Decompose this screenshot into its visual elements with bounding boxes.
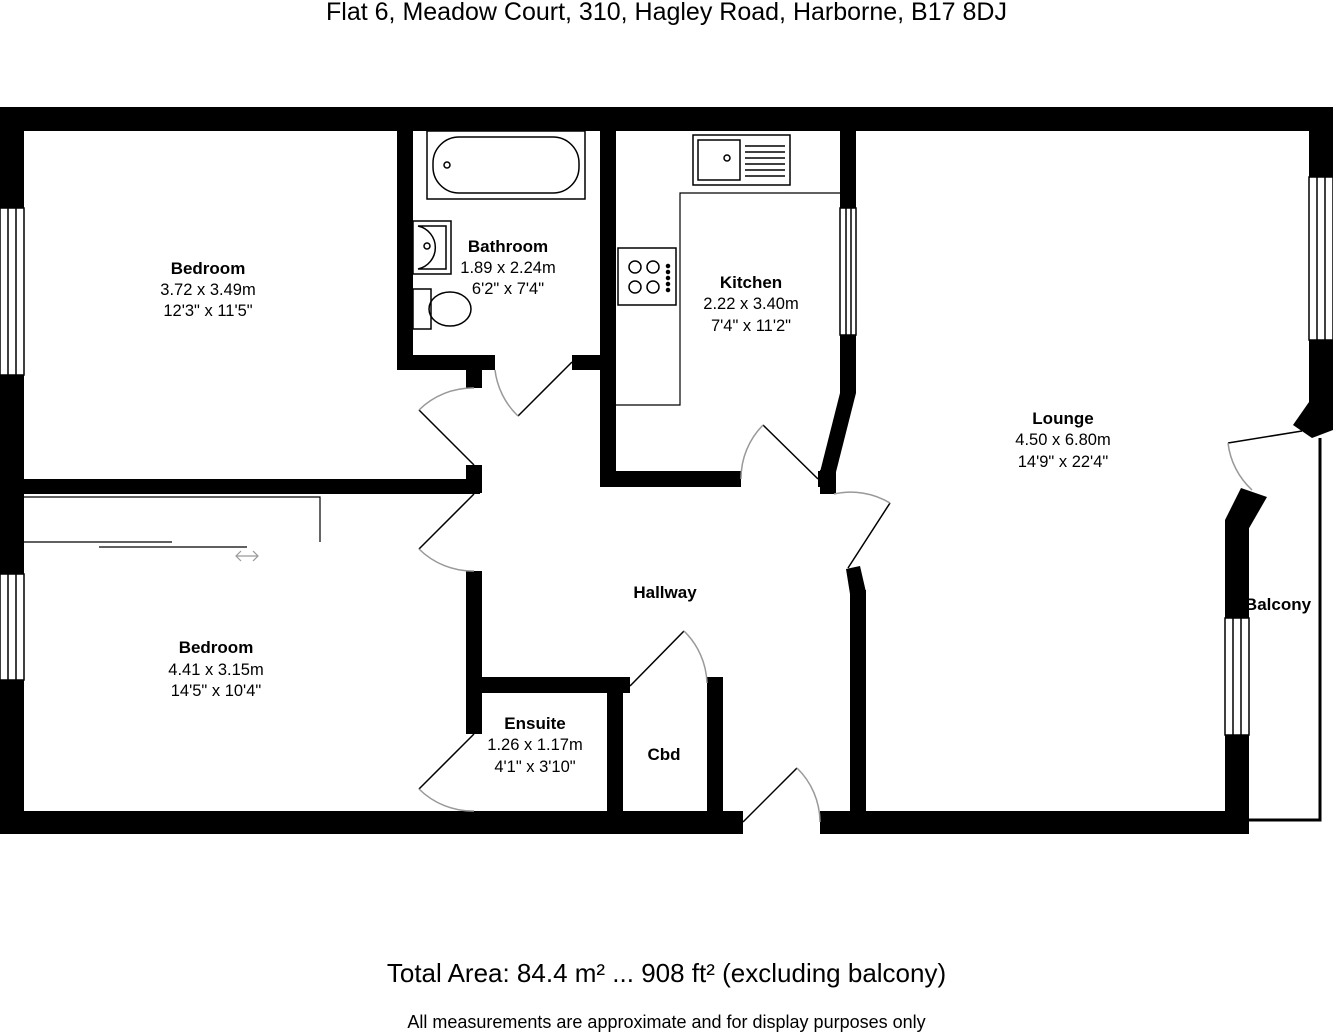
- wall-bedroom2-right: [466, 571, 482, 734]
- svg-text:14'9" x 22'4": 14'9" x 22'4": [1017, 453, 1109, 471]
- svg-text:6'2" x 7'4": 6'2" x 7'4": [471, 280, 545, 298]
- wall-bathroom-kitchen: [600, 131, 616, 487]
- sliding-arrow-icon: [236, 551, 258, 561]
- svg-text:1.89 x 2.24m: 1.89 x 2.24m: [460, 259, 556, 277]
- window-lounge-balcony: [1225, 618, 1249, 735]
- wall-bathroom-bottom-left: [397, 355, 495, 370]
- door-cbd: [630, 631, 707, 686]
- svg-text:14'5" x 10'4": 14'5" x 10'4": [170, 682, 262, 700]
- svg-text:4.41 x 3.15m: 4.41 x 3.15m: [168, 661, 264, 679]
- room-label-bedroom2: [168, 638, 263, 700]
- wall-right-mid: [1309, 340, 1333, 402]
- room-label-balcony: Balcony: [1244, 595, 1312, 614]
- fixtures: [24, 131, 840, 561]
- window-bedroom2: [0, 574, 24, 680]
- wall-bathroom-left: [397, 131, 413, 369]
- room-label-kitchen: [703, 273, 798, 335]
- wall-right-angle: [1293, 402, 1333, 438]
- svg-text:Kitchen: Kitchen: [719, 273, 783, 292]
- svg-text:Ensuite: Ensuite: [504, 714, 566, 733]
- wall-kitchen-lounge-end: [820, 470, 836, 494]
- wall-kitchen-lounge-angled: [820, 393, 856, 472]
- wall-outer-bottom-right: [820, 811, 1248, 834]
- window-bedroom1: [0, 208, 24, 375]
- room-label-bathroom: [460, 237, 555, 298]
- wall-balcony-left-lower: [1225, 735, 1249, 834]
- svg-text:Lounge: Lounge: [1032, 409, 1094, 428]
- walls: [0, 107, 1333, 834]
- wardrobe: [24, 497, 320, 547]
- wall-outer-top: [0, 107, 1333, 131]
- door-ensuite: [419, 734, 474, 811]
- wall-ensuite-right: [607, 677, 623, 811]
- total-area: Total Area: 84.4 m² ... 908 ft² (excluding balcony): [386, 958, 947, 988]
- room-label-lounge: [1015, 409, 1110, 471]
- toilet-icon: [413, 289, 471, 329]
- hob-icon: [618, 248, 676, 305]
- room-label-ensuite: [487, 714, 582, 776]
- svg-text:4.50 x 6.80m: 4.50 x 6.80m: [1015, 431, 1111, 449]
- wall-bedroom1-right-stub: [466, 369, 482, 388]
- svg-text:4'1" x 3'10": 4'1" x 3'10": [494, 758, 576, 776]
- room-label-hallway: Hallway: [633, 583, 697, 602]
- disclaimer: All measurements are approximate and for display purposes only: [407, 1012, 926, 1032]
- wall-ensuite-top: [466, 677, 630, 693]
- kitchen-sink-icon: [693, 135, 790, 185]
- window-lounge-right: [1309, 177, 1333, 340]
- door-balcony: [1228, 431, 1302, 490]
- plan-address-title: Flat 6, Meadow Court, 310, Hagley Road, Harborne, B17 8DJ: [326, 0, 1007, 26]
- room-labels: [160, 237, 1311, 776]
- room-label-cbd: Cbd: [647, 745, 681, 764]
- svg-text:3.72 x 3.49m: 3.72 x 3.49m: [160, 281, 256, 299]
- wall-kitchen-bottom: [600, 471, 741, 487]
- wall-bedrooms-divider: [24, 479, 480, 494]
- svg-text:12'3" x 11'5": 12'3" x 11'5": [163, 302, 253, 320]
- room-label-bedroom1: [160, 259, 255, 320]
- wall-cbd-right: [707, 677, 723, 811]
- wall-right-top: [1309, 107, 1333, 177]
- wall-outer-bottom-left: [0, 811, 743, 834]
- basin-icon: [413, 221, 451, 274]
- door-lounge: [834, 492, 890, 568]
- door-bathroom: [495, 362, 572, 416]
- door-bedroom1: [419, 388, 474, 465]
- svg-text:Bedroom: Bedroom: [178, 638, 254, 657]
- door-kitchen: [741, 425, 818, 479]
- window-kitchen: [840, 208, 856, 335]
- svg-text:Bedroom: Bedroom: [170, 259, 246, 278]
- bath-icon: [427, 131, 585, 199]
- wall-bedroom1-right-lower: [466, 465, 482, 493]
- door-bedroom2: [419, 494, 474, 571]
- wall-lounge-angle-lower: [846, 566, 866, 594]
- door-entrance: [743, 768, 820, 822]
- svg-text:7'4" x 11'2": 7'4" x 11'2": [710, 317, 792, 335]
- svg-text:Bathroom: Bathroom: [467, 237, 549, 256]
- wall-lounge-left-lower: [850, 590, 866, 811]
- svg-text:1.26 x 1.17m: 1.26 x 1.17m: [487, 736, 583, 754]
- svg-text:2.22 x 3.40m: 2.22 x 3.40m: [703, 295, 799, 313]
